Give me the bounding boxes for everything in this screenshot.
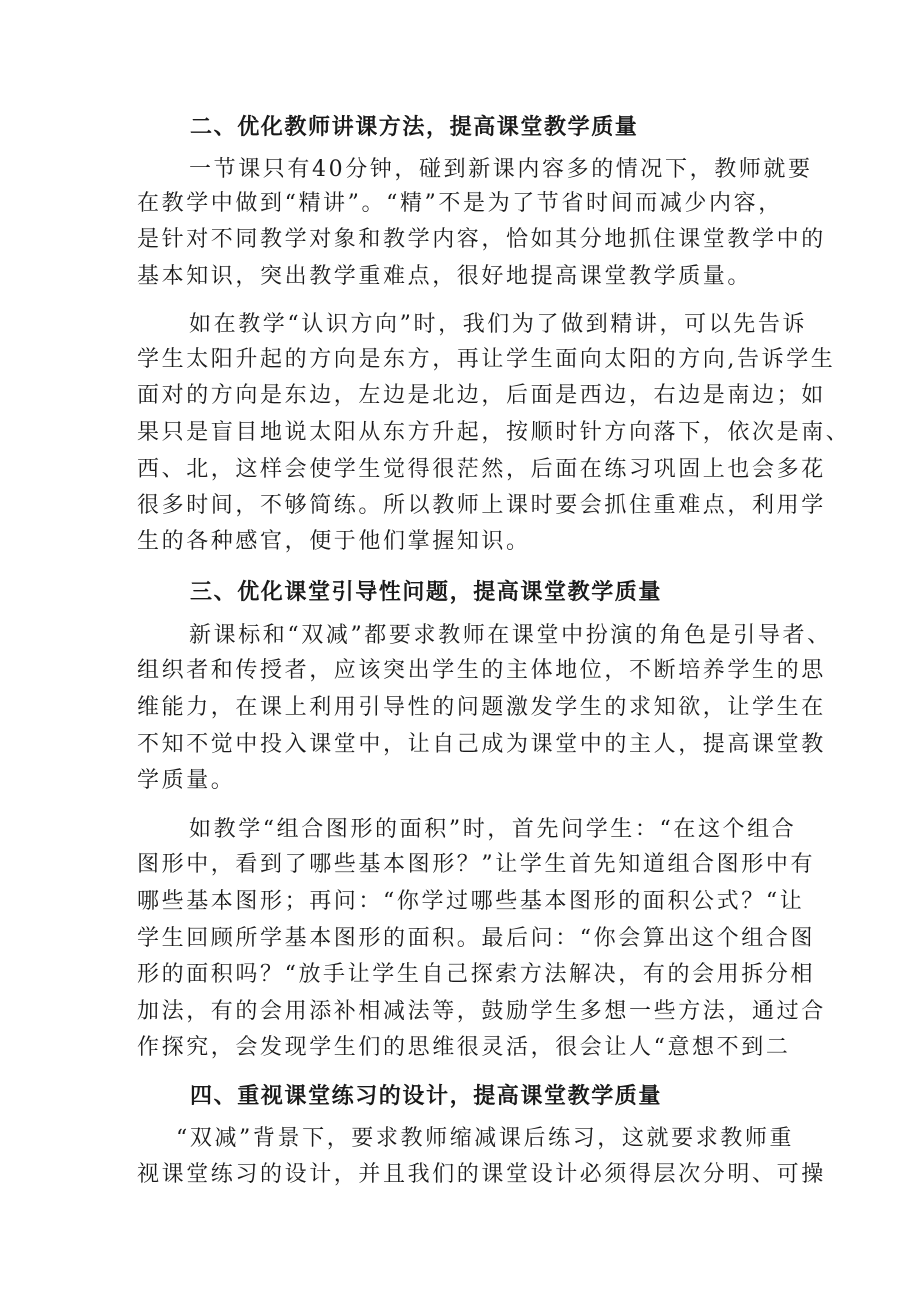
section-heading: 四、重视课堂练习的设计，提高课堂教学质量 xyxy=(190,1083,663,1109)
section-heading: 三、优化课堂引导性问题，提高课堂教学质量 xyxy=(190,579,663,605)
paragraph-line: 很多时间，不够简练。所以教师上课时要会抓住重难点，利用学 xyxy=(137,493,826,518)
paragraph-line: 哪些基本图形；再问：“你学过哪些基本图形的面积公式？“让 xyxy=(137,889,805,914)
paragraph-line: 如教学“组合图形的面积”时，首先问学生：“在这个组合 xyxy=(189,817,797,842)
paragraph-line: 形的面积吗？“放手让学生自己探索方法解决，有的会用拆分相 xyxy=(137,962,816,987)
paragraph-line: “双减”背景下，要求教师缩减课后练习，这就要求教师重 xyxy=(176,1126,795,1151)
paragraph-line: 果只是盲目地说太阳从东方升起，按顺时针方向落下，依次是南、 xyxy=(137,420,851,445)
paragraph-line: 西、北，这样会使学生觉得很茫然，后面在练习巩固上也会多花 xyxy=(137,457,826,482)
paragraph-line: 如在教学“认识方向”时，我们为了做到精讲，可以先告诉 xyxy=(189,312,808,337)
paragraph-line: 新课标和“双减”都要求教师在课堂中扮演的角色是引导者、 xyxy=(189,623,832,648)
section-heading: 二、优化教师讲课方法，提高课堂教学质量 xyxy=(190,114,639,140)
paragraph-line: 视课堂练习的设计，并且我们的课堂设计必须得层次分明、可操 xyxy=(137,1162,826,1187)
paragraph-line: 作探究，会发现学生们的思维很灵活，很会让人“意想不到二 xyxy=(137,1035,791,1060)
paragraph-line: 基本知识，突出教学重难点，很好地提高课堂教学质量。 xyxy=(137,264,753,289)
paragraph-line: 维能力，在课上利用引导性的问题激发学生的求知欲，让学生在 xyxy=(137,695,826,720)
paragraph-line: 生的各种感官，便于他们掌握知识。 xyxy=(137,529,531,554)
paragraph-line: 学质量。 xyxy=(137,768,236,793)
paragraph-line: 面对的方向是东边，左边是北边，后面是西边，右边是南边；如 xyxy=(137,383,826,408)
paragraph-line: 学生太阳升起的方向是东方，再让学生面向太阳的方向,告诉学生 xyxy=(137,347,836,372)
paragraph-line: 组织者和传授者，应该突出学生的主体地位，不断培养学生的思 xyxy=(137,658,826,683)
paragraph-line: 在教学中做到“精讲”。“精”不是为了节省时间而减少内容， xyxy=(137,191,783,216)
paragraph-line: 图形中，看到了哪些基本图形？”让学生首先知道组合图形中有 xyxy=(137,852,816,877)
paragraph-line: 学生回顾所学基本图形的面积。最后问：“你会算出这个组合图 xyxy=(137,926,816,951)
paragraph-line: 是针对不同教学对象和教学内容，恰如其分地抓住课堂教学中的 xyxy=(137,227,826,252)
paragraph-line: 一节课只有40分钟，碰到新课内容多的情况下，教师就要 xyxy=(189,157,813,182)
paragraph-line: 加法，有的会用添补相减法等，鼓励学生多想一些方法，通过合 xyxy=(137,999,826,1024)
paragraph-line: 不知不觉中投入课堂中，让自己成为课堂中的主人，提高课堂教 xyxy=(137,732,826,757)
